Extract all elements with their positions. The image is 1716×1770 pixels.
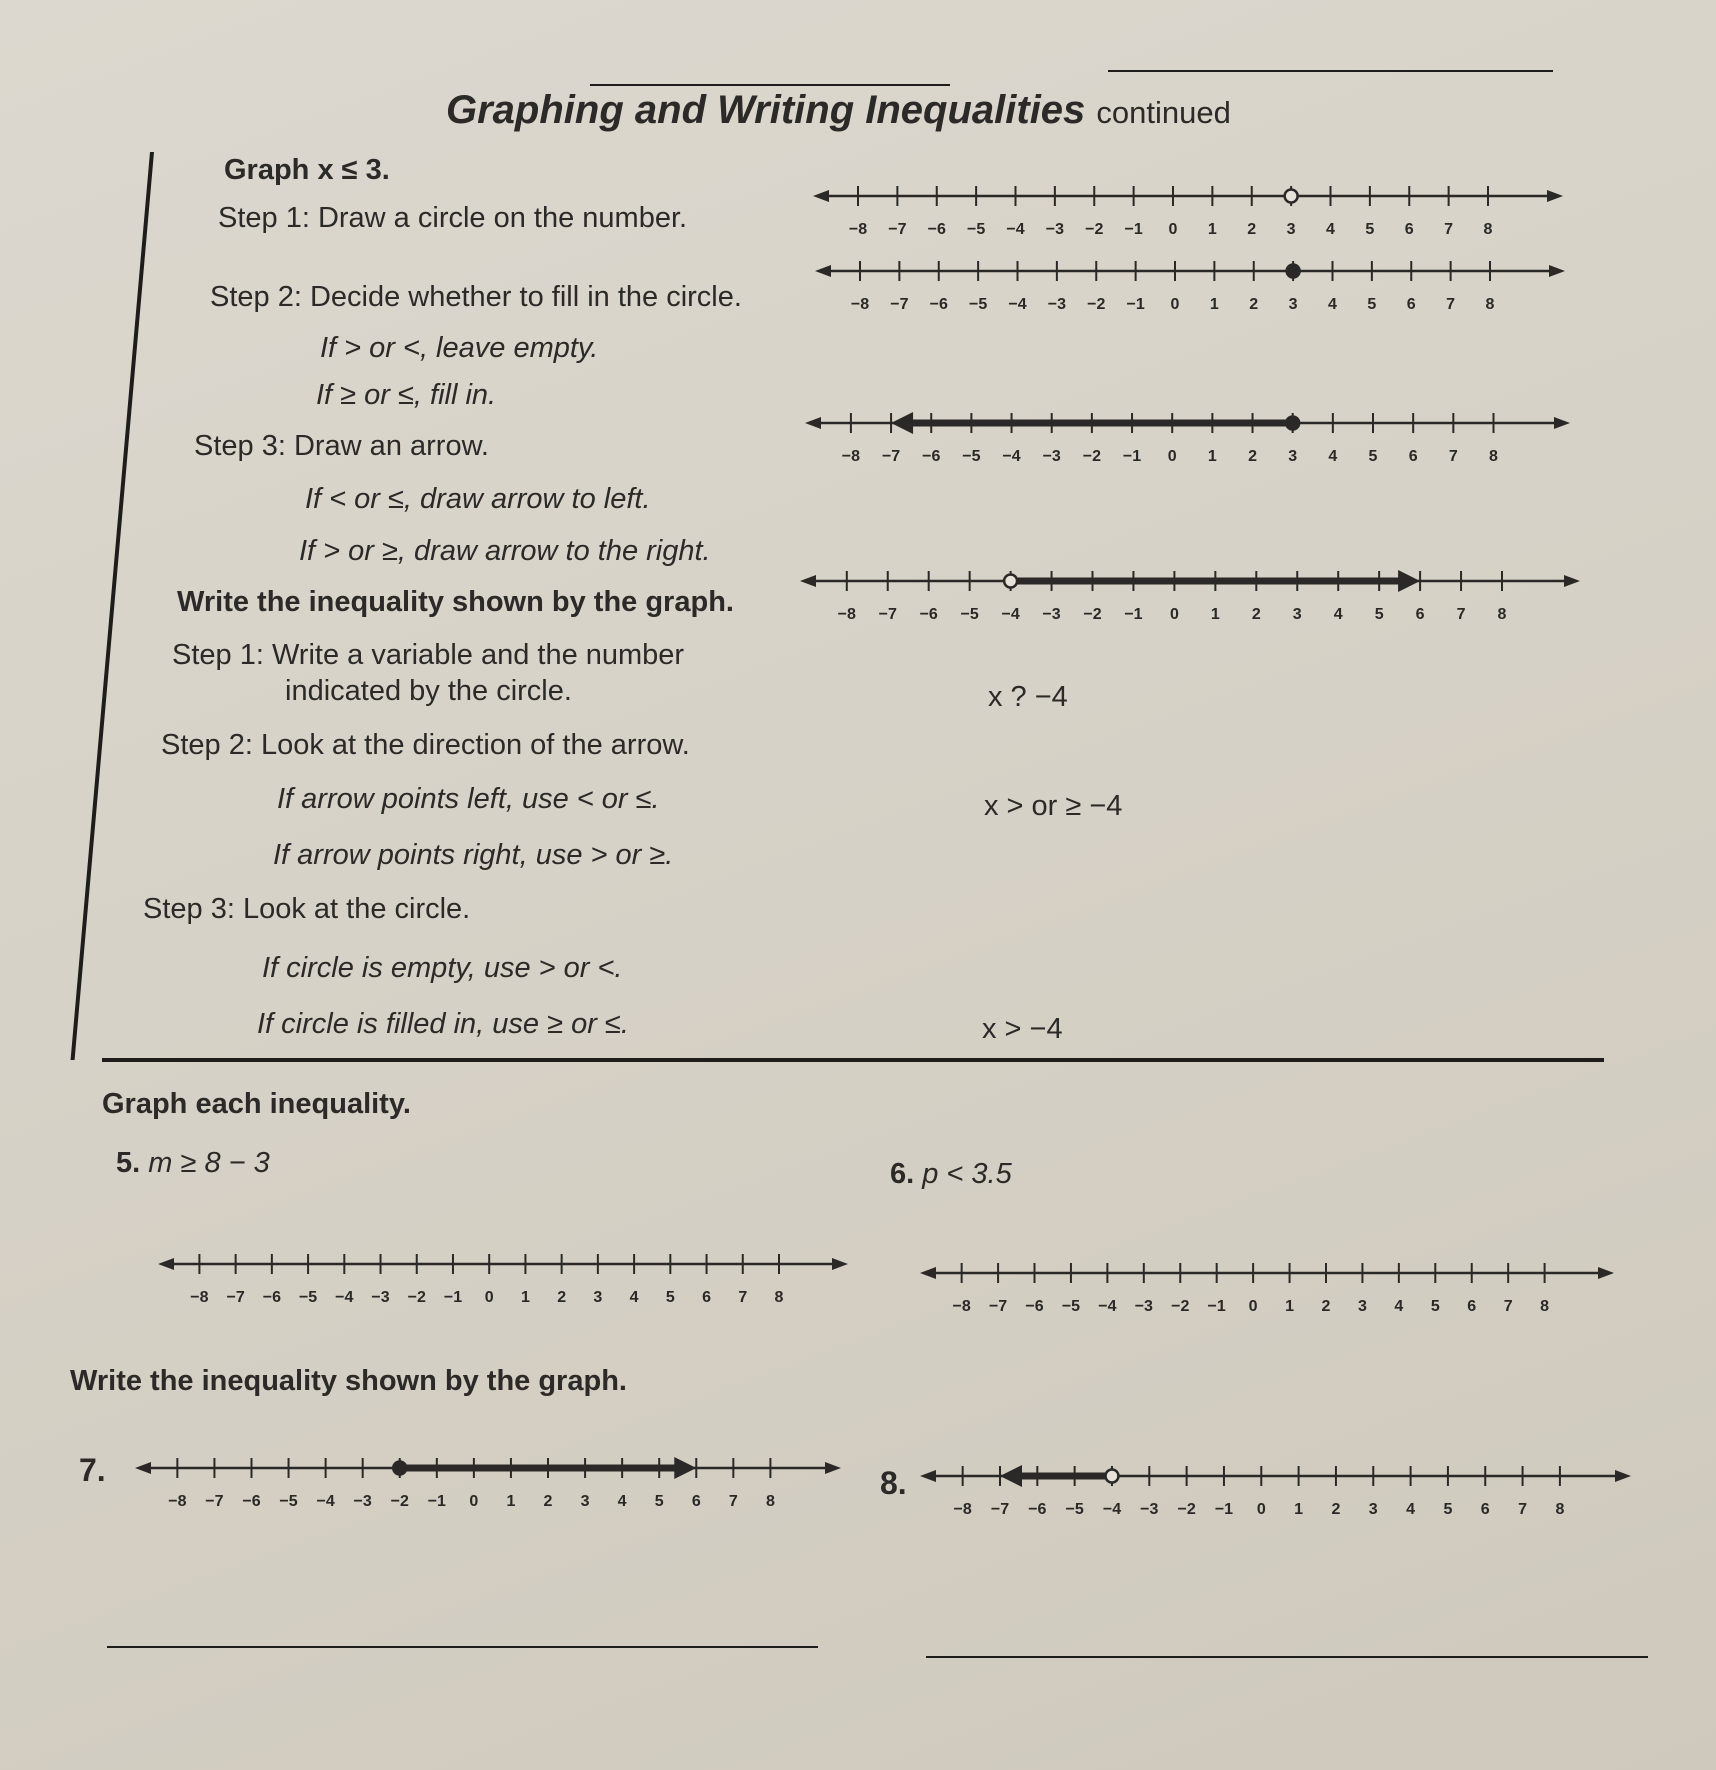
- tick-label: 6: [1408, 448, 1418, 465]
- right-arrowhead: [825, 1462, 841, 1474]
- tick-label: 3: [580, 1493, 590, 1510]
- tick-label: −3: [353, 1493, 372, 1510]
- tick-label: 8: [1483, 221, 1493, 238]
- example1-step3-a: If < or ≤, draw arrow to left.: [305, 483, 651, 515]
- tick-label: 3: [1288, 296, 1298, 313]
- number-line-svg: [920, 1257, 1614, 1317]
- problem-7-number: 7.: [79, 1452, 106, 1488]
- tick-label: 8: [1540, 1298, 1550, 1315]
- tick-label: −8: [850, 296, 870, 313]
- tick-label: 5: [654, 1493, 664, 1510]
- problem-6-number: 6.: [890, 1158, 915, 1190]
- tick-label: 1: [1207, 221, 1217, 238]
- tick-label: −1: [1126, 296, 1145, 313]
- example2-heading: Write the inequality shown by the graph.: [177, 586, 734, 618]
- example-box-bottom-border: [102, 1058, 1604, 1062]
- closed-circle: [393, 1462, 406, 1475]
- open-circle: [1285, 190, 1298, 203]
- tick-label: −7: [881, 448, 901, 465]
- tick-label: 7: [1503, 1298, 1513, 1315]
- graph-section-heading: Graph each inequality.: [102, 1088, 411, 1120]
- left-arrowhead: [805, 417, 821, 429]
- tick-label: 7: [1448, 448, 1458, 465]
- tick-label: −4: [1102, 1501, 1122, 1518]
- tick-label: 0: [1169, 606, 1179, 623]
- tick-label: −6: [1025, 1298, 1044, 1315]
- tick-label: −5: [960, 606, 979, 623]
- tick-label: 1: [1210, 606, 1220, 623]
- tick-label: 2: [1251, 606, 1261, 623]
- example2-step2: Step 2: Look at the direction of the arrow.: [161, 729, 690, 761]
- tick-label: −1: [1124, 606, 1143, 623]
- left-arrowhead: [920, 1470, 936, 1482]
- tick-label: −7: [890, 296, 909, 313]
- tick-label: 0: [1256, 1501, 1266, 1518]
- tick-label: 4: [1406, 1501, 1416, 1518]
- tick-label: −7: [205, 1493, 224, 1510]
- tick-label: −2: [1082, 448, 1101, 465]
- example2-step1-result: x ? −4: [988, 681, 1068, 713]
- problem-8-answer-line[interactable]: [926, 1656, 1648, 1658]
- right-arrowhead: [1598, 1267, 1614, 1279]
- ray-arrowhead: [891, 412, 913, 434]
- number-line-problem-6[interactable]: [920, 1257, 1614, 1317]
- problem-8-number: 8.: [880, 1465, 907, 1501]
- tick-label: 7: [1446, 296, 1456, 313]
- example-box-left-border: [71, 152, 154, 1060]
- tick-label: −7: [990, 1501, 1010, 1518]
- ray-arrowhead: [1398, 570, 1420, 592]
- tick-label: 4: [1328, 448, 1338, 465]
- tick-label: −4: [316, 1493, 335, 1510]
- example2-step1-cont: indicated by the circle.: [285, 675, 572, 707]
- example2-step3-b: If circle is filled in, use ≥ or ≤.: [257, 1008, 629, 1040]
- tick-label: 7: [1456, 606, 1466, 623]
- number-line-svg: [805, 407, 1570, 467]
- tick-label: 3: [1368, 1501, 1378, 1518]
- problem-5: [116, 1147, 270, 1180]
- date-line: [1108, 70, 1553, 72]
- example1-step2-a: If > or <, leave empty.: [320, 332, 599, 364]
- tick-label: 4: [629, 1289, 639, 1306]
- left-arrowhead: [135, 1462, 151, 1474]
- tick-label: −1: [427, 1493, 446, 1510]
- tick-label: −4: [1098, 1298, 1117, 1315]
- number-line-svg: [158, 1248, 848, 1308]
- tick-label: −3: [1140, 1501, 1159, 1518]
- tick-label: −7: [988, 1298, 1008, 1315]
- tick-label: 8: [765, 1493, 775, 1510]
- tick-label: −4: [1008, 296, 1027, 313]
- tick-label: −8: [837, 606, 856, 623]
- tick-label: 6: [1480, 1501, 1490, 1518]
- example2-step2-result: x > or ≥ −4: [984, 790, 1123, 822]
- number-line-example-step2: [815, 255, 1565, 315]
- tick-label: 4: [1326, 221, 1335, 238]
- tick-label: −3: [1047, 296, 1066, 313]
- tick-label: −6: [922, 448, 941, 465]
- tick-label: −5: [1061, 1298, 1081, 1315]
- tick-label: 8: [1489, 448, 1498, 465]
- number-line-svg: [135, 1452, 841, 1512]
- tick-label: −3: [1134, 1298, 1153, 1315]
- tick-label: −2: [407, 1289, 426, 1306]
- right-arrowhead: [1547, 190, 1563, 202]
- number-line-svg: [815, 255, 1565, 315]
- tick-label: 3: [1292, 606, 1302, 623]
- tick-label: −5: [967, 221, 986, 238]
- tick-label: 2: [1248, 448, 1257, 465]
- tick-label: 4: [617, 1493, 627, 1510]
- number-line-example-step3: [805, 407, 1570, 467]
- right-arrowhead: [832, 1258, 848, 1270]
- tick-label: 0: [1248, 1298, 1258, 1315]
- problem-6: [890, 1158, 1012, 1191]
- tick-label: 8: [1555, 1501, 1565, 1518]
- tick-label: 5: [1374, 606, 1384, 623]
- number-line-problem-8: [920, 1460, 1631, 1520]
- tick-label: 2: [543, 1493, 553, 1510]
- page-title: [446, 88, 1231, 133]
- tick-label: 6: [1404, 221, 1414, 238]
- example2-step3: Step 3: Look at the circle.: [143, 893, 471, 925]
- tick-label: 1: [1294, 1501, 1304, 1518]
- closed-circle: [1286, 417, 1299, 430]
- number-line-example-step1: [813, 180, 1563, 240]
- tick-label: −7: [888, 221, 907, 238]
- tick-label: −3: [1042, 448, 1061, 465]
- tick-label: −8: [952, 1298, 971, 1315]
- tick-label: 8: [774, 1289, 784, 1306]
- tick-label: 6: [702, 1289, 712, 1306]
- tick-label: −4: [1006, 221, 1025, 238]
- problem-6-expression: p < 3.5: [922, 1158, 1012, 1190]
- tick-label: −8: [168, 1493, 187, 1510]
- left-arrowhead: [158, 1258, 174, 1270]
- left-arrowhead: [813, 190, 829, 202]
- ray-arrowhead: [1000, 1465, 1022, 1487]
- tick-label: 6: [1415, 606, 1425, 623]
- tick-label: −1: [1124, 221, 1143, 238]
- example1-heading: Graph x ≤ 3.: [224, 154, 390, 186]
- tick-label: −2: [1171, 1298, 1190, 1315]
- tick-label: 7: [1518, 1501, 1528, 1518]
- example1-step2-b: If ≥ or ≤, fill in.: [316, 379, 497, 411]
- example1-step3: Step 3: Draw an arrow.: [194, 430, 489, 462]
- tick-label: −7: [226, 1289, 245, 1306]
- tick-label: 6: [1406, 296, 1416, 313]
- example2-step3-a: If circle is empty, use > or <.: [262, 952, 623, 984]
- write-section-heading: Write the inequality shown by the graph.: [70, 1365, 627, 1397]
- example2-step2-a: If arrow points left, use < or ≤.: [277, 783, 660, 815]
- tick-label: −6: [1028, 1501, 1047, 1518]
- tick-label: 1: [1207, 448, 1217, 465]
- tick-label: −3: [1045, 221, 1064, 238]
- tick-label: 7: [738, 1289, 748, 1306]
- tick-label: −5: [962, 448, 981, 465]
- ray-arrowhead: [674, 1457, 696, 1479]
- tick-label: −2: [1083, 606, 1102, 623]
- tick-label: 7: [728, 1493, 738, 1510]
- tick-label: −8: [190, 1289, 209, 1306]
- tick-label: −3: [371, 1289, 390, 1306]
- left-arrowhead: [800, 575, 816, 587]
- example2-step1: Step 1: Write a variable and the number: [172, 639, 685, 671]
- tick-label: −6: [262, 1289, 281, 1306]
- problem-7-answer-line[interactable]: [107, 1646, 818, 1648]
- tick-label: 2: [1321, 1298, 1331, 1315]
- tick-label: −4: [1001, 606, 1020, 623]
- problem-5-number: 5.: [116, 1147, 141, 1179]
- number-line-example-write: [800, 565, 1580, 625]
- tick-label: 5: [1367, 296, 1377, 313]
- tick-label: 5: [1443, 1501, 1453, 1518]
- tick-label: −6: [927, 221, 946, 238]
- tick-label: −8: [953, 1501, 972, 1518]
- tick-label: 1: [520, 1289, 530, 1306]
- tick-label: 3: [1288, 448, 1298, 465]
- tick-label: 0: [1170, 296, 1180, 313]
- right-arrowhead: [1554, 417, 1570, 429]
- tick-label: −2: [1087, 296, 1106, 313]
- tick-label: 4: [1333, 606, 1343, 623]
- title-main: Graphing and Writing Inequalities: [446, 88, 1086, 132]
- name-line: [590, 84, 950, 86]
- tick-label: 5: [1430, 1298, 1440, 1315]
- tick-label: −5: [969, 296, 988, 313]
- tick-label: 2: [1331, 1501, 1341, 1518]
- tick-label: −2: [1177, 1501, 1196, 1518]
- tick-label: 7: [1444, 221, 1454, 238]
- closed-circle: [1287, 265, 1300, 278]
- tick-label: 2: [1247, 221, 1257, 238]
- tick-label: −7: [878, 606, 897, 623]
- tick-label: 1: [1285, 1298, 1295, 1315]
- number-line-svg: [800, 565, 1580, 625]
- tick-label: 5: [1365, 221, 1375, 238]
- tick-label: 3: [593, 1289, 603, 1306]
- example1-step3-b: If > or ≥, draw arrow to the right.: [299, 535, 711, 567]
- tick-label: 6: [1467, 1298, 1477, 1315]
- tick-label: 3: [1286, 221, 1296, 238]
- example2-step2-b: If arrow points right, use > or ≥.: [273, 839, 674, 871]
- tick-label: 1: [1209, 296, 1219, 313]
- tick-label: 4: [1328, 296, 1337, 313]
- tick-label: 4: [1394, 1298, 1404, 1315]
- tick-label: −1: [443, 1289, 463, 1306]
- tick-label: −4: [335, 1289, 354, 1306]
- tick-label: 5: [665, 1289, 675, 1306]
- tick-label: 5: [1368, 448, 1378, 465]
- number-line-problem-5[interactable]: [158, 1248, 848, 1308]
- left-arrowhead: [815, 265, 831, 277]
- tick-label: 0: [1168, 221, 1178, 238]
- tick-label: −2: [390, 1493, 409, 1510]
- tick-label: 0: [1167, 448, 1177, 465]
- tick-label: −8: [841, 448, 861, 465]
- tick-label: −3: [1042, 606, 1061, 623]
- tick-label: −2: [1085, 221, 1104, 238]
- open-circle: [1105, 1470, 1118, 1483]
- tick-label: −1: [1214, 1501, 1234, 1518]
- tick-label: 8: [1485, 296, 1495, 313]
- tick-label: −5: [1065, 1501, 1084, 1518]
- right-arrowhead: [1549, 265, 1565, 277]
- right-arrowhead: [1615, 1470, 1631, 1482]
- problem-5-expression: m ≥ 8 − 3: [148, 1147, 270, 1179]
- number-line-svg: [920, 1460, 1631, 1520]
- example1-step2: Step 2: Decide whether to fill in the circle.: [210, 281, 742, 313]
- tick-label: 0: [469, 1493, 479, 1510]
- tick-label: −8: [848, 221, 868, 238]
- tick-label: −6: [242, 1493, 261, 1510]
- tick-label: 1: [506, 1493, 516, 1510]
- tick-label: 3: [1357, 1298, 1367, 1315]
- tick-label: −1: [1122, 448, 1142, 465]
- tick-label: 6: [691, 1493, 701, 1510]
- open-circle: [1004, 575, 1017, 588]
- tick-label: −4: [1002, 448, 1021, 465]
- number-line-svg: [813, 180, 1563, 240]
- tick-label: −6: [929, 296, 948, 313]
- tick-label: 8: [1497, 606, 1507, 623]
- tick-label: −5: [298, 1289, 318, 1306]
- example2-step3-result: x > −4: [982, 1013, 1063, 1045]
- title-suffix: continued: [1096, 95, 1231, 130]
- tick-label: −5: [279, 1493, 298, 1510]
- tick-label: −6: [919, 606, 938, 623]
- example1-step1: Step 1: Draw a circle on the number.: [218, 202, 688, 234]
- left-arrowhead: [920, 1267, 936, 1279]
- tick-label: 2: [1249, 296, 1259, 313]
- tick-label: 2: [557, 1289, 567, 1306]
- number-line-problem-7: [135, 1452, 841, 1512]
- tick-label: 0: [484, 1289, 494, 1306]
- tick-label: −1: [1207, 1298, 1226, 1315]
- right-arrowhead: [1564, 575, 1580, 587]
